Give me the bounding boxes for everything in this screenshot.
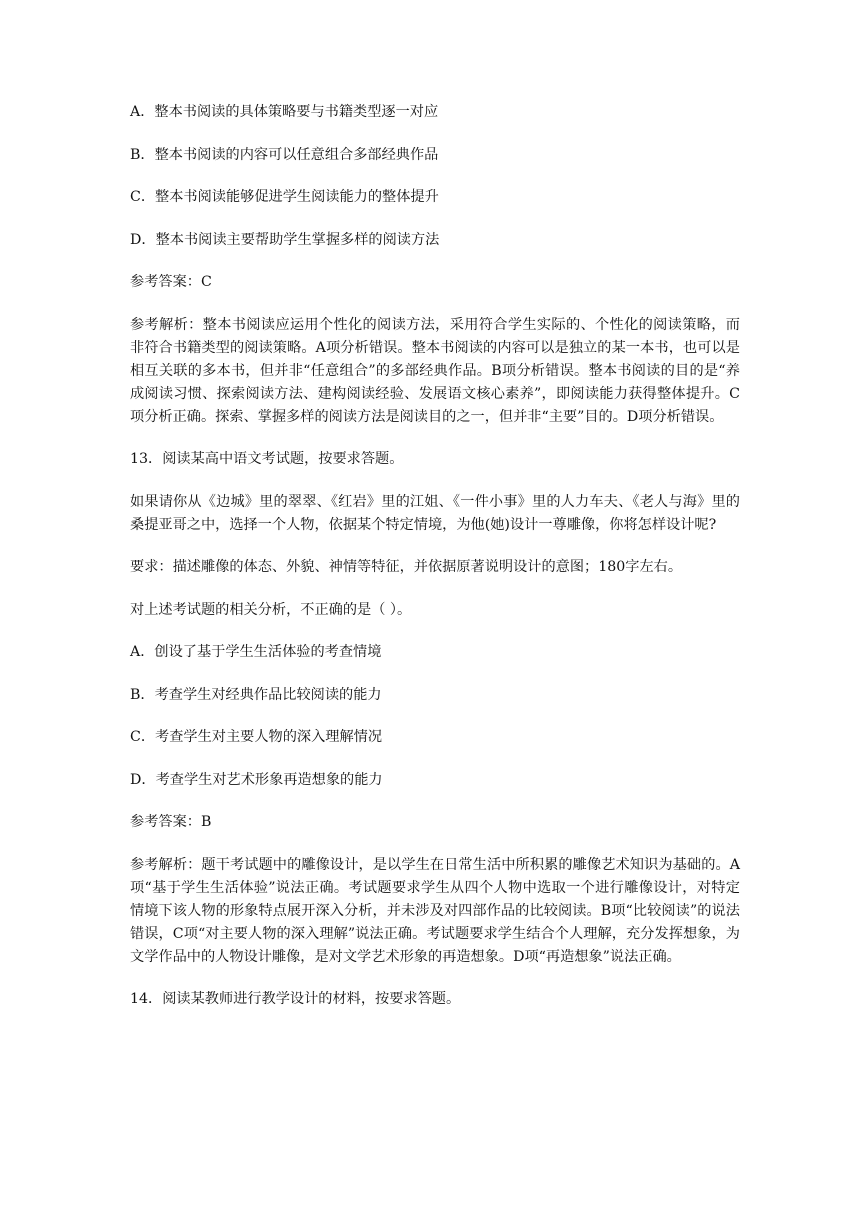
q13-option-c: C．考查学生对主要人物的深入理解情况 [130,729,383,745]
q12-option-a: A．整本书阅读的具体策略要与书籍类型逐一对应 [130,104,439,120]
q12-option-c: C．整本书阅读能够促进学生阅读能力的整体提升 [130,189,439,205]
q13-option-a: A．创设了基于学生生活体验的考查情境 [130,644,382,660]
q13-question: 对上述考试题的相关分析，不正确的是（ ）。 [130,601,412,618]
q13-option-d: D．考查学生对艺术形象再造想象的能力 [130,771,383,788]
q13-answer: 参考答案：B [130,814,212,830]
q13-option-b: B．考查学生对经典作品比较阅读的能力 [130,686,382,703]
q13-title: 13．阅读某高中语文考试题，按要求答题。 [130,451,404,467]
q12-option-d: D．整本书阅读主要帮助学生掌握多样的阅读方法 [130,231,440,248]
q13-analysis: 参考解析：题干考试题中的雕像设计，是以学生在日常生活中所积累的雕像艺术知识为基础的。A项“基于学生生活体验”说法正确。考试题要求学生从四个人物中选取一个进行雕像设计，对特定情境下该人物的形象特点展开深入分析，并未涉及对四部作品的比较阅读。B项“比较阅读”的说法错误，C项“对主要人物的深入理解”说法正确。考试题要求学生结合个人理解，充分发挥想象，为文学作品中的人物设计雕像，是对文学艺术形象的再造想象。D项“再造想象”说法正确。 [130,856,740,965]
q14-title: 14．阅读某教师进行教学设计的材料，按要求答题。 [130,991,461,1007]
q12-answer: 参考答案：C [130,274,212,290]
q12-analysis: 参考解析：整本书阅读应运用个性化的阅读方法，采用符合学生实际的、个性化的阅读策略，而非符合书籍类型的阅读策略。A项分析错误。整本书阅读的内容可以是独立的某一本书，也可以是相互关联的多本书，但并非“任意组合”的多部经典作品。B项分析错误。整本书阅读的目的是“养成阅读习惯、探索阅读方法、建构阅读经验、发展语文核心素养”，即阅读能力获得整体提升。C项分析正确。探索、掌握多样的阅读方法是阅读目的之一，但并非“主要”目的。D项分析错误。 [130,316,740,425]
document-body [130,101,740,1031]
q13-requirement: 要求：描述雕像的体态、外貌、神情等特征，并依据原著说明设计的意图；180字左右。 [130,559,683,575]
q12-option-b: B．整本书阅读的内容可以任意组合多部经典作品 [130,146,439,163]
q13-prompt: 如果请你从《边城》里的翠翠、《红岩》里的江姐、《一件小事》里的人力车夫、《老人与海》里的桑提亚哥之中，选择一个人物，依据某个特定情境，为他(她)设计一尊雕像，你将怎样设计呢? [130,493,740,533]
